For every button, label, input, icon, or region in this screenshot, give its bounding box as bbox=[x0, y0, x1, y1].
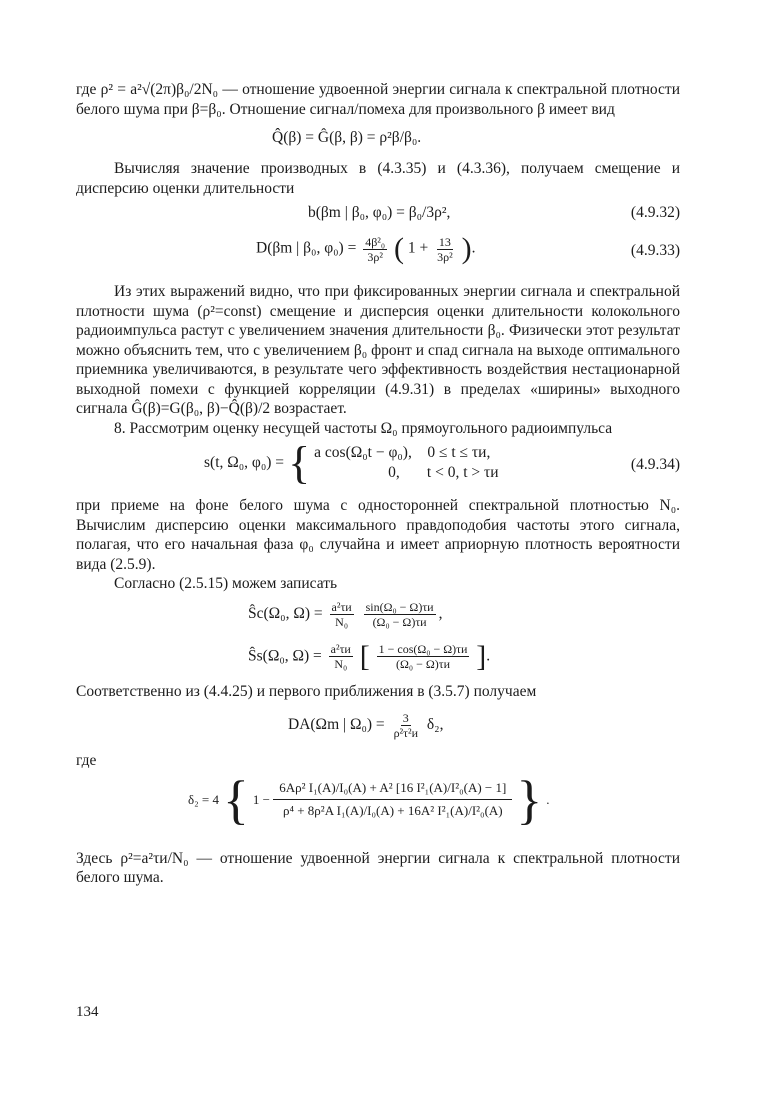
paragraph-9: Здесь ρ²=a²τи/N₀ — отношение удвоенной энергии сигнала к спектральной плотности белого шума. bbox=[76, 849, 680, 886]
equation-4-9-32 bbox=[76, 198, 680, 230]
fraction-numerator: 13 bbox=[438, 234, 451, 249]
close-paren: ) bbox=[461, 232, 472, 265]
one-minus: 1 − bbox=[252, 791, 274, 807]
fraction-denominator: ρ²τ²и bbox=[393, 726, 418, 740]
big-fraction bbox=[273, 780, 512, 819]
case-2-expr: 0, bbox=[388, 464, 400, 481]
fraction-numerator: a²τи bbox=[331, 599, 352, 614]
equation-variance-left: D(βm | β₀, φ₀) = bbox=[256, 239, 357, 257]
fraction bbox=[364, 600, 436, 629]
paren-content: 1 + bbox=[407, 239, 429, 257]
cases bbox=[314, 443, 498, 483]
equation-da-tail: δ₂, bbox=[426, 716, 444, 734]
page-body bbox=[76, 80, 680, 888]
case-1 bbox=[314, 443, 498, 463]
equation-da-text bbox=[288, 711, 443, 740]
fraction-denominator: N₀ bbox=[334, 657, 348, 671]
fraction-numerator: a²τи bbox=[330, 642, 351, 656]
paragraph-2: Вычисляя значение производных в (4.3.35) и (4.3.36), получаем смещение и дисперсию оценки длительности bbox=[76, 160, 680, 197]
equation-ss-left: Ŝs(Ω₀, Ω) = bbox=[248, 647, 322, 665]
fraction-numerator: 4β²₀ bbox=[365, 234, 386, 249]
equation-ss-text: Ŝs(Ω₀, Ω) = $\frac{\text{a²τи}}{\text{N₀}}$ [ $\frac{\text{1 − cos(Ω₀ − Ω)τи}}{\text{(Ω₀ − Ω)τи}}$ ]. bbox=[248, 639, 491, 673]
fraction-numerator: 1 − cos(Ω₀ − Ω)τи bbox=[378, 642, 468, 656]
paragraph-5: при приеме на фоне белого шума с односторонней спектральной плотностью N₀. Вычислим дисперсию оценки максимального правдоподобия частоты этого сигнала, полагая, что его начальная фаза φ₀ случайна и имеет априорную плотность вероятности вида (2.5.9). bbox=[76, 497, 680, 573]
equation-da bbox=[76, 701, 680, 751]
paragraph-1: где ρ² = a²√(2π)β₀/2N₀ — отношение удвоенной энергии сигнала к спектральной плотности белого шума при β=β₀. Отношение сигнал/помеха для произвольного β имеет вид bbox=[76, 81, 680, 118]
left-brace: { bbox=[288, 437, 311, 488]
equation-delta-left: δ₂ = 4 bbox=[188, 791, 219, 807]
fraction-denominator: (Ω₀ − Ω)τи bbox=[395, 657, 450, 671]
paragraph-8: где bbox=[76, 752, 97, 769]
fraction bbox=[377, 642, 470, 671]
case-1-expr: a cos(Ω₀t − φ₀), bbox=[314, 444, 412, 461]
equation-number: (4.9.32) bbox=[630, 204, 680, 221]
piecewise bbox=[204, 437, 499, 488]
big-fraction-denominator: ρ⁴ + 8ρ²A I₁(A)/I₀(A) + 16A² I²₁(A)/I²₀(A) bbox=[282, 803, 503, 818]
equation-q bbox=[76, 119, 680, 159]
fraction-numerator: sin(Ω₀ − Ω)τи bbox=[365, 599, 434, 614]
case-2 bbox=[314, 463, 498, 483]
paragraph-3: Из этих выражений видно, что при фиксированных энергии сигнала и спектральной плотности шума (ρ²=const) смещение и дисперсия оценки длительности колокольного радиоимпульса растут с увеличением значения длительности β₀. Физически этот результат можно объяснить тем, что с увеличением β₀ фронт и спад сигнала на выходе оптимального приемника увеличиваются, в результате чего эффективность воздействия нестационарной выходной помехи с функцией корреляции (4.9.31) в пределах «ширины» выходного сигнала Ĝ(β)=G(β₀, β)−Q̂(β)/2 возрастает. bbox=[76, 283, 680, 417]
fraction bbox=[363, 235, 387, 264]
equation-sc-left: Ŝc(Ω₀, Ω) = bbox=[248, 604, 323, 622]
equation-delta-text bbox=[188, 769, 550, 830]
equation-number: (4.9.34) bbox=[630, 456, 680, 473]
equation-4-9-34 bbox=[76, 438, 680, 496]
fraction bbox=[435, 235, 455, 264]
equation-da-left: DA(Ωm | Ω₀) = bbox=[288, 716, 385, 734]
equation-q-text: Q̂(β) = Ĝ(β, β) = ρ²β/β₀. bbox=[272, 129, 422, 146]
equation-signal bbox=[204, 437, 499, 488]
open-paren: ( bbox=[393, 232, 404, 265]
page-number: 134 bbox=[76, 1004, 99, 1020]
equation-sc bbox=[76, 594, 680, 638]
close-bracket: ] bbox=[476, 639, 487, 673]
paragraph-4: 8. Рассмотрим оценку несущей частоты Ω₀ прямоугольного радиоимпульса bbox=[114, 419, 613, 437]
right-brace: } bbox=[516, 769, 543, 830]
fraction bbox=[392, 711, 420, 740]
equation-number: (4.9.33) bbox=[630, 242, 680, 259]
equation-sc-text: Ŝc(Ω₀, Ω) = $\frac{\text{a²τи}}{\text{N₀}}$ $\frac{\text{sin(Ω₀ − Ω)τи}}{\text{(Ω₀ − Ω)τи}}$ , bbox=[248, 599, 443, 629]
case-2-cond: t < 0, t > τи bbox=[426, 464, 499, 481]
equation-bias: b(βm | β₀, φ₀) = β₀/3ρ², bbox=[308, 204, 451, 221]
equation-signal-left: s(t, Ω₀, φ₀) = bbox=[204, 454, 285, 471]
left-brace: { bbox=[223, 769, 249, 830]
fraction-denominator: 3ρ² bbox=[367, 249, 383, 264]
fraction-denominator: (Ω₀ − Ω)τи bbox=[372, 614, 427, 629]
fraction bbox=[329, 642, 353, 671]
delta-expression: δ₂ = 4 { 1 − $\frac{\text{6Aρ² I₁(A)/I₀(A) + A² [16 I²₁(A)/I²₀(A) − 1]}}{\text{ρ⁴ + 8ρ²A I₁(A)/I₀(A) + 16A² I²₁(A)/I²₀(A)}}$ } . bbox=[188, 769, 550, 830]
open-bracket: [ bbox=[359, 639, 370, 673]
fraction-numerator: 3 bbox=[402, 711, 409, 725]
equation-ss bbox=[76, 638, 680, 682]
fraction-denominator: N₀ bbox=[335, 614, 349, 629]
paragraph-6: Согласно (2.5.15) можем записать bbox=[114, 575, 338, 592]
big-fraction-numerator: 6Aρ² I₁(A)/I₀(A) + A² [16 I²₁(A)/I²₀(A) − 1] bbox=[273, 780, 512, 800]
equation-delta bbox=[76, 771, 680, 843]
fraction bbox=[330, 600, 354, 629]
equation-4-9-33 bbox=[76, 230, 680, 274]
fraction-denominator: 3ρ² bbox=[437, 249, 453, 264]
case-1-cond: 0 ≤ t ≤ τи, bbox=[427, 444, 491, 461]
equation-variance: D(βm | β₀, φ₀) = $\frac{\text{4β²₀}}{\text{3ρ²}}$ ( 1 + $\frac{13}{\text{3ρ²}}$ ). bbox=[256, 232, 476, 265]
paragraph-7: Соответственно из (4.4.25) и первого приближения в (3.5.7) получаем bbox=[76, 682, 537, 700]
